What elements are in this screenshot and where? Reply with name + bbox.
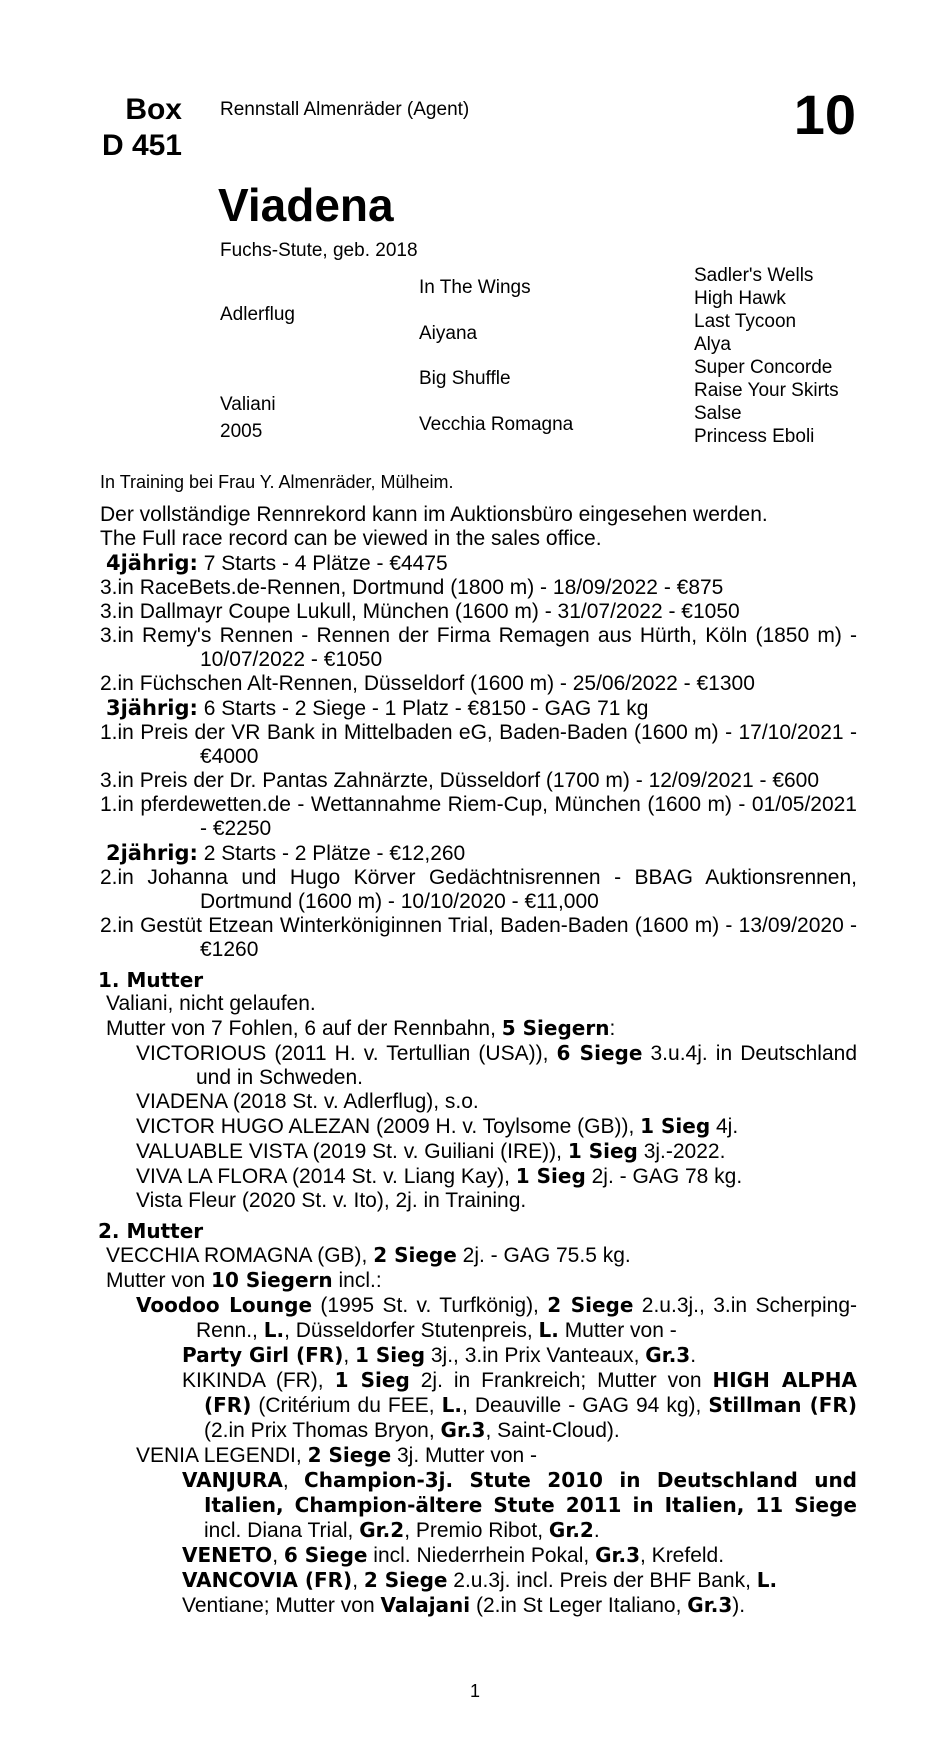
sire-dam: Aiyana [419, 323, 478, 344]
progeny-veneto: VENETO, 6 Siege incl. Niederrhein Pokal, Gr.3, Krefeld. [182, 1543, 725, 1567]
progeny-vancovia: VANCOVIA (FR), 2 Siege 2.u.3j. incl. Preis der BHF Bank, L. [182, 1568, 778, 1592]
race-result: 2.in Johanna und Hugo Körver Gedächtnisrennen - BBAG Auktionsrennen, Dortmund (1600 m) - 10/10/2020 - €11,000 [100, 866, 857, 913]
training-note: In Training bei Frau Y. Almenräder, Mülheim. [100, 472, 454, 492]
progeny-item: VICTOR HUGO ALEZAN (2009 H. v. Toylsome (GB)), 1 Sieg 4j. [136, 1114, 739, 1138]
progeny-item: VICTORIOUS (2011 H. v. Tertullian (USA)), 6 Siege 3.u.4j. in Deutschland und in Schweden. [136, 1041, 858, 1089]
dam-dam: Vecchia Romagna [419, 414, 574, 435]
record-note-en: The Full race record can be viewed in the sales office. [100, 527, 602, 550]
age-2-summary: 2jährig: 2 Starts - 2 Plätze - €12,260 [106, 841, 466, 865]
progeny-voodoo-lounge: Voodoo Lounge (1995 St. v. Turfkönig), 2 Siege 2.u.3j., 3.in Scherping-Renn., L., Düsseldorfer Stutenpreis, L. Mutter von - [136, 1293, 858, 1342]
page-number: 1 [470, 1681, 481, 1701]
box-label: Box [125, 93, 182, 126]
grand-7: Salse [694, 403, 742, 424]
record-note-de: Der vollständige Rennrekord kann im Auktionsbüro eingesehen werden. [100, 503, 768, 526]
progeny-item: Vista Fleur (2020 St. v. Ito), 2j. in Training. [136, 1189, 527, 1212]
progeny-party-girl: Party Girl (FR), 1 Sieg 3j., 3.in Prix Vanteaux, Gr.3. [182, 1343, 697, 1367]
dam-year: 2005 [220, 421, 263, 442]
box-number: D 451 [101, 129, 182, 162]
age-3-summary: 3jährig: 6 Starts - 2 Siege - 1 Platz - €8150 - GAG 71 kg [106, 696, 649, 720]
race-result: 2.in Füchschen Alt-Rennen, Düsseldorf (1600 m) - 25/06/2022 - €1300 [100, 672, 755, 695]
race-result: 2.in Gestüt Etzean Winterköniginnen Trial, Baden-Baden (1600 m) - 13/09/2020 - €1260 [100, 914, 857, 961]
horse-name: Viadena [218, 179, 394, 231]
sire-sire: In The Wings [419, 277, 531, 298]
race-result: 3.in Remy's Rennen - Rennen der Firma Remagen aus Hürth, Köln (1850 m) - 10/07/2022 - €1050 [100, 624, 857, 671]
grand-5: Super Concorde [694, 357, 833, 378]
grand-3: Last Tycoon [694, 311, 797, 332]
progeny-vanjura: VANJURA, Champion-3j. Stute 2010 in Deutschland und Italien, Champion-ältere Stute 2011 in Italien, 11 Siege incl. Diana Trial, Gr.2, Premio Ribot, Gr.2. [182, 1468, 857, 1542]
grand-4: Alya [694, 334, 731, 355]
age-4-summary: 4jährig: 7 Starts - 4 Plätze - €4475 [106, 551, 448, 575]
second-dam-produce: Mutter von 10 Siegern incl.: [106, 1268, 382, 1292]
race-result: 1.in Preis der VR Bank in Mittelbaden eG, Baden-Baden (1600 m) - 17/10/2021 - €4000 [100, 721, 857, 768]
race-result: 3.in Dallmayr Coupe Lukull, München (1600 m) - 31/07/2022 - €1050 [100, 600, 740, 623]
second-dam-line: VECCHIA ROMAGNA (GB), 2 Siege 2j. - GAG 75.5 kg. [106, 1243, 631, 1267]
progeny-venia-legendi: VENIA LEGENDI, 2 Siege 3j. Mutter von - [136, 1443, 538, 1467]
grand-8: Princess Eboli [694, 426, 815, 447]
dam-sire: Big Shuffle [419, 368, 511, 389]
race-result: 3.in Preis der Dr. Pantas Zahnärzte, Düsseldorf (1700 m) - 12/09/2021 - €600 [100, 769, 820, 792]
progeny-ventiane: Ventiane; Mutter von Valajani (2.in St Leger Italiano, Gr.3). [182, 1593, 746, 1617]
progeny-item: VALUABLE VISTA (2019 St. v. Guiliani (IRE)), 1 Sieg 3j.-2022. [136, 1139, 726, 1163]
sire: Adlerflug [220, 304, 295, 325]
grand-2: High Hawk [694, 288, 786, 309]
lot-number: 10 [793, 83, 856, 146]
progeny-kikinda: KIKINDA (FR), 1 Sieg 2j. in Frankreich; Mutter von HIGH ALPHA (FR) (Critérium du FEE, L., Deauville - GAG 94 kg), Stillman (FR) (2.in Prix Thomas Bryon, Gr.3, Saint-Cloud). [182, 1368, 857, 1442]
grand-6: Raise Your Skirts [694, 380, 839, 401]
catalogue-body [100, 503, 857, 1618]
first-dam-line: Valiani, nicht gelaufen. [106, 992, 316, 1015]
first-dam-produce: Mutter von 7 Fohlen, 6 auf der Rennbahn, 5 Siegern: [106, 1016, 616, 1040]
race-result: 3.in RaceBets.de-Rennen, Dortmund (1800 m) - 18/09/2022 - €875 [100, 576, 724, 599]
grand-1: Sadler's Wells [694, 265, 814, 286]
horse-description: Fuchs-Stute, geb. 2018 [220, 240, 418, 261]
consignor: Rennstall Almenräder (Agent) [220, 99, 470, 120]
progeny-item: VIVA LA FLORA (2014 St. v. Liang Kay), 1 Sieg 2j. - GAG 78 kg. [136, 1164, 743, 1188]
first-dam-heading: 1. Mutter [98, 968, 204, 992]
progeny-item: VIADENA (2018 St. v. Adlerflug), s.o. [136, 1090, 479, 1113]
second-dam-heading: 2. Mutter [98, 1219, 204, 1243]
dam: Valiani [220, 394, 276, 415]
race-result: 1.in pferdewetten.de - Wettannahme Riem-Cup, München (1600 m) - 01/05/2021 - €2250 [100, 793, 857, 840]
